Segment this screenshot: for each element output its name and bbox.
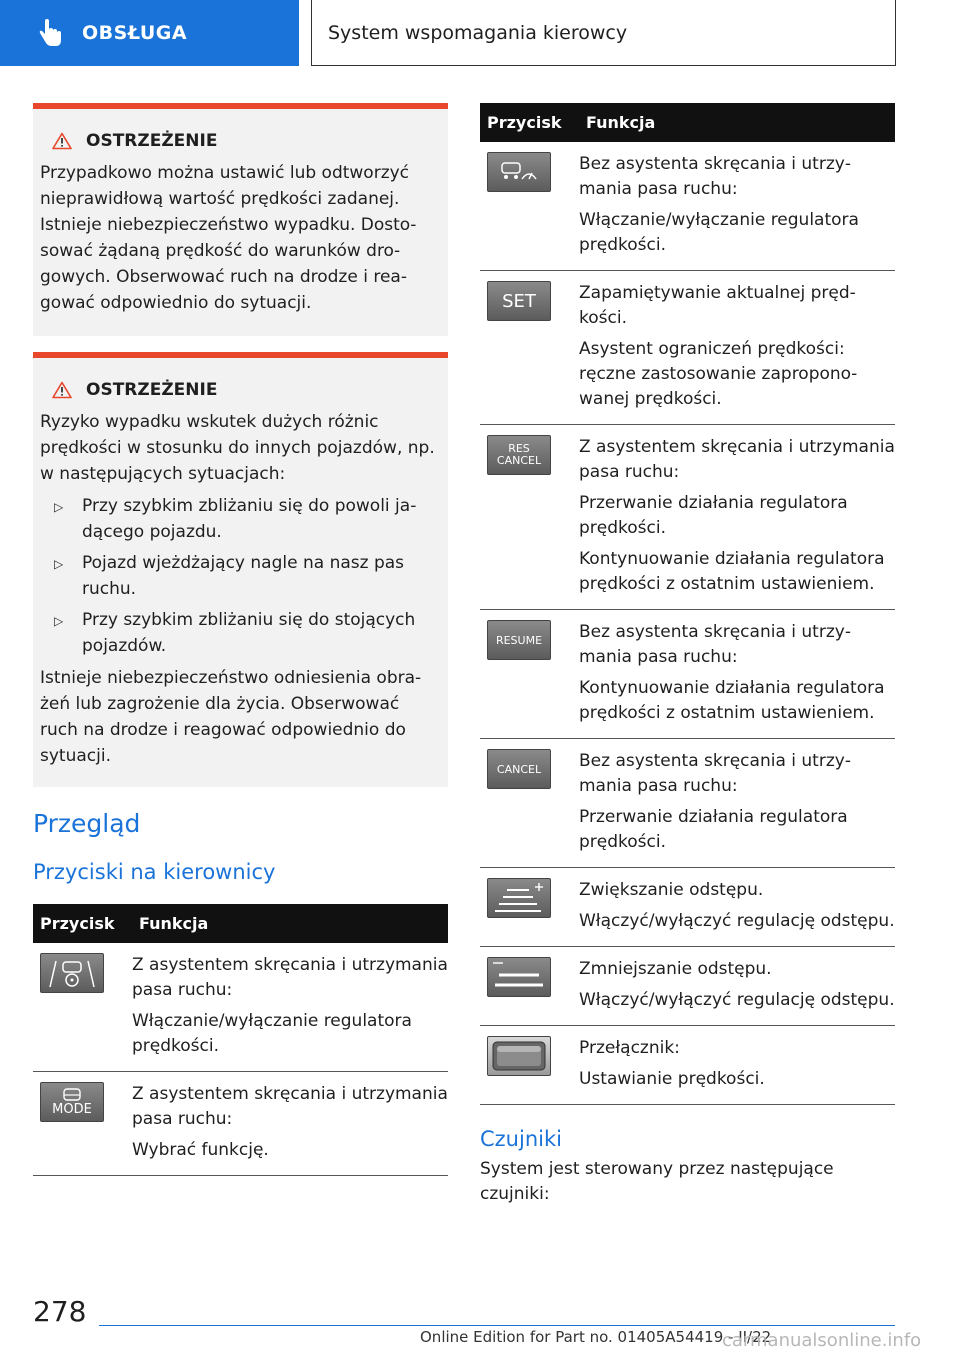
col-header-button: Przycisk <box>480 103 572 142</box>
left-column <box>33 103 448 1176</box>
warning-box-2 <box>33 352 448 787</box>
footer-rule <box>99 1325 895 1326</box>
warning-title: OSTRZEŻENIE <box>86 380 218 400</box>
cancel-button-icon: CANCEL <box>487 749 551 789</box>
heading-steering-buttons: Przyciski na kierownicy <box>33 860 276 884</box>
table-row: SET Zapamiętywanie aktualnej prędkości. Asystent ograniczeń prędkości: ręczne zastosowanie zaproponowanej prędkości. <box>480 271 895 425</box>
res-cancel-button-icon: RES CANCEL <box>487 435 551 475</box>
set-button-icon: SET <box>487 281 551 321</box>
col-header-function: Funkcja <box>572 103 895 142</box>
buttons-table-right <box>480 103 895 1105</box>
warning-list <box>40 493 440 659</box>
warning-title: OSTRZEŻENIE <box>86 131 218 151</box>
table-row: Zmniejszanie odstępu. Włączyć/wyłączyć regulację odstępu. <box>480 947 895 1026</box>
col-header-function: Funkcja <box>125 904 448 943</box>
heading-overview: Przegląd <box>33 809 141 838</box>
resume-button-icon: RESUME <box>487 620 551 660</box>
cruise-control-icon <box>487 152 551 192</box>
table-row: RESUME Bez asystenta skręcania i utrzymania pasa ruchu: Kontynuowanie działania regulatora prędkości z ostatnim ustawieniem. <box>480 610 895 739</box>
chapter-title: System wspomagania kierowcy <box>311 0 896 66</box>
heading-sensors: Czujniki <box>480 1127 562 1151</box>
page-number: 278 <box>33 1295 87 1328</box>
warning-triangle-icon <box>52 132 72 150</box>
right-column <box>480 103 895 1207</box>
table-row: Zwiększanie odstępu. Włączyć/wyłączyć regulację odstępu. <box>480 868 895 947</box>
sensors-text: System jest sterowany przez następujące czujniki: <box>480 1159 834 1204</box>
buttons-table-left <box>33 904 448 1176</box>
hand-pointer-icon <box>38 19 64 47</box>
mode-button-icon: MODE <box>40 1082 104 1122</box>
warning-box-1 <box>33 103 448 336</box>
warning-outro: Istnieje niebezpieczeństwo odniesienia obrażeń lub zagrożenie dla życia. Obserwować ruch na drodze i reagować odpowiednio do sytuacji. <box>40 668 422 766</box>
bullet-triangle-icon: ▷ <box>54 557 64 571</box>
section-title: OBSŁUGA <box>82 22 188 44</box>
warning-text: Przypadkowo można ustawić lub odtworzyć nieprawidłową wartość prędkości zadanej. Istnieje niebezpieczeństwo wypadku. Dostosować żądaną prędkość do warunków drogowych. Obserwować ruch na drodze i reagować odpowiednio do sytuacji. <box>40 163 417 313</box>
lane-assist-icon <box>40 953 104 993</box>
distance-plus-icon <box>487 878 551 918</box>
table-row: MODE Z asystentem skręcania i utrzymania pasa ruchu: Wybrać funkcję. <box>33 1072 448 1176</box>
footer-edition: Online Edition for Part no. 01405A54419 - II/22 <box>420 1328 772 1346</box>
list-item: ▷ Przy szybkim zbliżaniu się do powoli jadącego pojazdu. <box>40 493 440 545</box>
table-row: Przełącznik: Ustawianie prędkości. <box>480 1026 895 1105</box>
table-row: Z asystentem skręcania i utrzymania pasa ruchu: Włączanie/wyłączanie regulatora prędkości. <box>33 943 448 1072</box>
section-tab <box>0 0 299 66</box>
rocker-switch-icon <box>487 1036 551 1076</box>
bullet-triangle-icon: ▷ <box>54 500 64 514</box>
table-row: RES CANCEL Z asystentem skręcania i utrzymania pasa ruchu: Przerwanie działania regulatora prędkości. Kontynuowanie działania regulatora prędkości z ostatnim ustawieniem. <box>480 425 895 610</box>
list-item: ▷ Przy szybkim zbliżaniu się do stojących pojazdów. <box>40 607 440 659</box>
bullet-triangle-icon: ▷ <box>54 614 64 628</box>
watermark: carmanualsonline.info <box>722 1330 922 1351</box>
col-header-button: Przycisk <box>33 904 125 943</box>
distance-minus-icon <box>487 957 551 997</box>
table-row: CANCEL Bez asystenta skręcania i utrzymania pasa ruchu: Przerwanie działania regulatora prędkości. <box>480 739 895 868</box>
table-row: Bez asystenta skręcania i utrzymania pasa ruchu: Włączanie/wyłączanie regulatora prędkości. <box>480 142 895 271</box>
warning-intro: Ryzyko wypadku wskutek dużych różnic prędkości w stosunku do innych pojazdów, np. w następujących sytuacjach: <box>40 412 435 484</box>
warning-triangle-icon <box>52 381 72 399</box>
list-item: ▷ Pojazd wjeżdżający nagle na nasz pas ruchu. <box>40 550 440 602</box>
